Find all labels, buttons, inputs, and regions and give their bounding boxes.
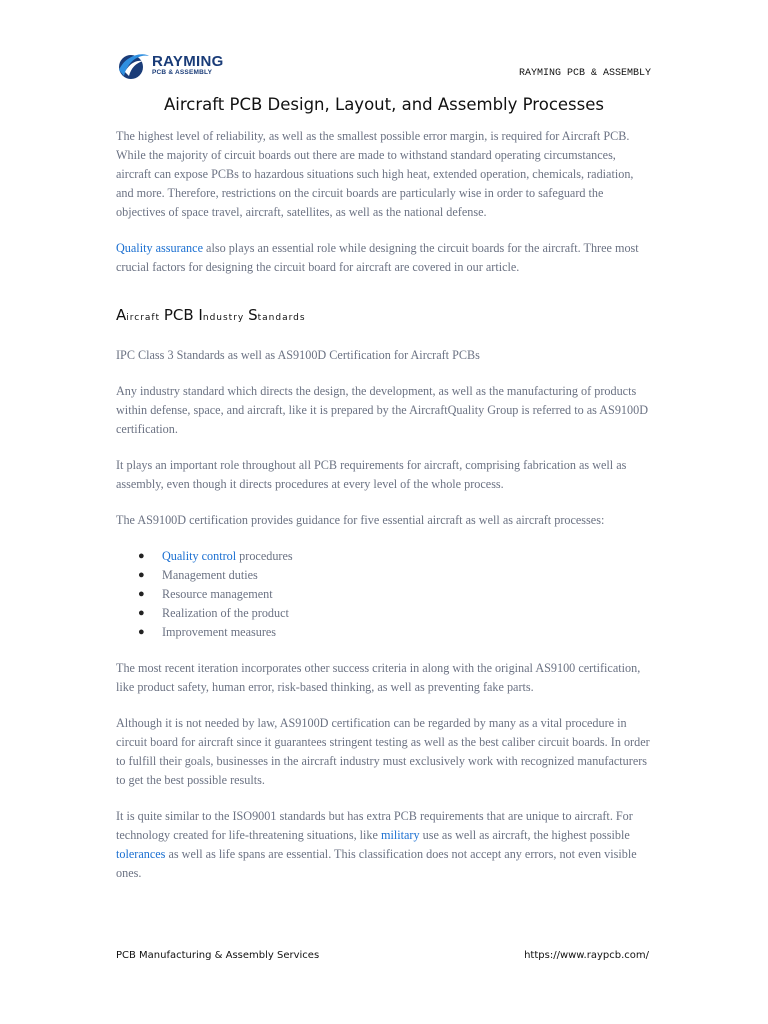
intro-paragraph-2-text: also plays an essential role while designing the circuit boards for the aircraft. Three most crucial factors for designing the circuit board for aircraft are covered in our article. [116,241,639,274]
list-item-text: Resource management [162,587,273,601]
heading-cap-3: I [198,306,203,324]
footer-services-text: PCB Manufacturing & Assembly Services [116,950,320,961]
list-item [116,604,651,623]
header-company-name: RAYMING PCB & ASSEMBLY [518,68,651,79]
list-item-text: Management duties [162,568,258,582]
section-paragraph-7 [116,807,651,883]
paragraph-7-text-b: use as well as aircraft, the highest possible [419,828,630,842]
heading-cap-2: PCB [163,306,199,324]
bullet-icon: ● [138,550,145,562]
company-logo [116,50,226,82]
list-item [116,566,651,585]
tolerances-link[interactable]: tolerances [116,847,166,861]
heading-small-3: ndustry [202,313,249,323]
list-item [116,623,651,642]
page-title: Aircraft PCB Design, Layout, and Assembly Processes [164,95,604,114]
list-item [116,547,651,566]
section-paragraph-2: Any industry standard which directs the design, the development, as well as the manufacturing of products within defense, space, and aircraft, like it is prepared by the AircraftQuality Group is referred to as AS9100D certification. [116,384,649,436]
section-paragraph-5: The most recent iteration incorporates other success criteria in along with the original AS9100 certification, like product safety, human error, risk-based thinking, as well as preventing fake parts. [116,661,641,694]
section-paragraph-6: Although it is not needed by law, AS9100D certification can be regarded by many as a vital procedure in circuit board for aircraft since it guarantees stringent testing as well as the best caliber circuit boards. In order to fulfill their goals, businesses in the aircraft industry must exclusively work with recognized manufacturers to get the best possible results. [116,716,650,787]
list-item-text: procedures [236,549,293,563]
intro-paragraph-2 [116,239,651,277]
section-paragraph-4: The AS9100D certification provides guidance for five essential aircraft as well as aircraft processes: [116,513,605,527]
logo-name: RAYMING [152,53,224,70]
quality-assurance-link[interactable]: Quality assurance [116,241,203,255]
section-heading [116,305,651,328]
list-item [116,585,651,604]
paragraph-7-text-c: as well as life spans are essential. This classification does not accept any errors, not even visible ones. [116,847,637,880]
list-item-text: Improvement measures [162,625,277,639]
logo-tagline: PCB & ASSEMBLY [152,69,213,76]
logo-swoosh-icon [116,50,150,82]
heading-cap-1: A [116,306,127,324]
footer-website-link[interactable]: https://www.raypcb.com/ [524,950,649,961]
bullet-icon: ● [138,626,145,638]
heading-small-1: ircraft [126,313,164,323]
heading-small-4: tandards [257,313,306,323]
bullet-icon: ● [138,569,145,581]
section-paragraph-3: It plays an important role throughout all PCB requirements for aircraft, comprising fabrication as well as assembly, even though it directs procedures at every level of the whole process. [116,458,627,491]
bullet-icon: ● [138,588,145,600]
bullet-icon: ● [138,607,145,619]
heading-cap-4: S [248,306,258,324]
quality-control-link[interactable]: Quality control [162,549,237,563]
military-link[interactable]: military [380,828,420,842]
intro-paragraph-1: The highest level of reliability, as well as the smallest possible error margin, is required for Aircraft PCB. While the majority of circuit boards out there are made to withstand standard operating circumstances, aircraft can expose PCBs to hazardous situations such high heat, extended operation, chemicals, radiation, and more. Therefore, restrictions on the circuit boards are particularly wise in order to safeguard the objectives of space travel, aircraft, satellites, as well as the national defense. [116,129,634,219]
process-list [116,547,651,642]
paragraph-7-text-a: It is quite similar to the ISO9001 standards but has extra PCB requirements that are unique to aircraft. For technology created for life-threatening situations, like [116,809,633,842]
section-paragraph-1: IPC Class 3 Standards as well as AS9100D Certification for Aircraft PCBs [116,348,480,362]
list-item-text: Realization of the product [162,606,289,620]
document-body [116,127,651,900]
